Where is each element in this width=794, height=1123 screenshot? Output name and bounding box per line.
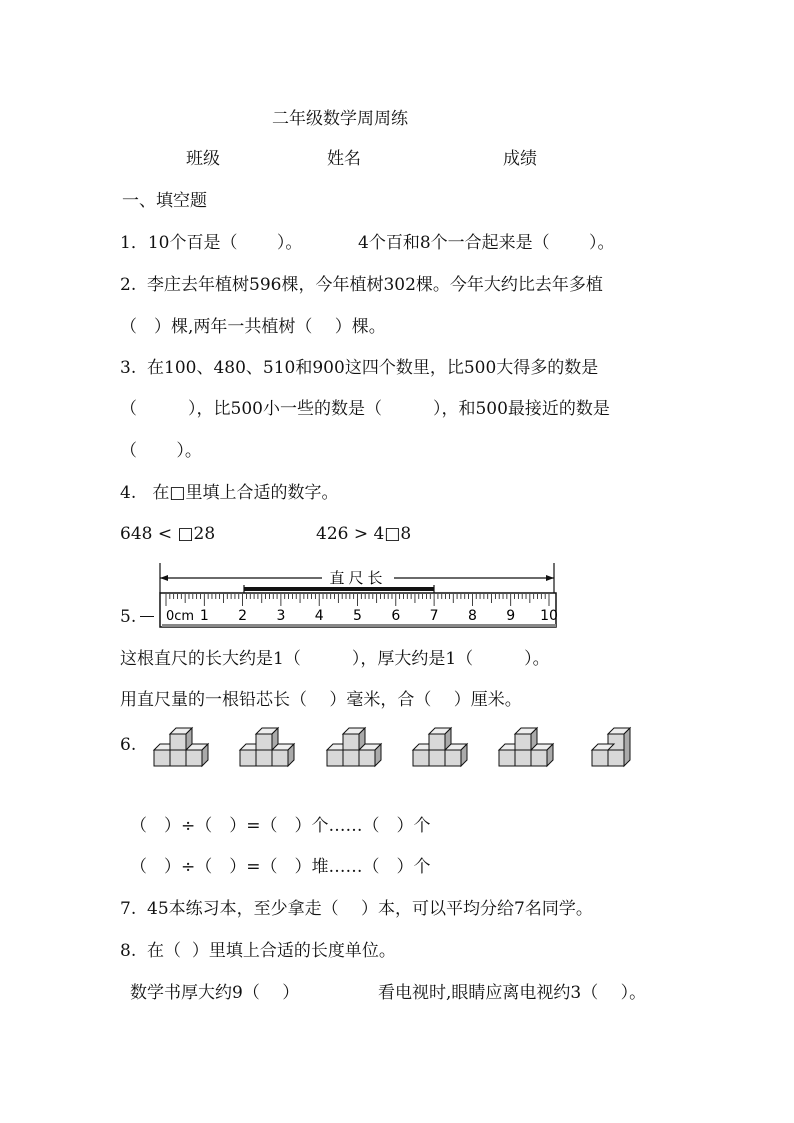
question-3-line3: （ ）。 <box>120 441 202 461</box>
question-5-number: 5. <box>120 607 137 627</box>
question-5-line1: 这根直尺的长大约是1（ ），厚大约是1（ ）。 <box>120 649 550 669</box>
ruler-number: 8 <box>467 608 477 624</box>
question-2-line2: （ ）棵,两年一共植树（ ）棵。 <box>120 317 386 337</box>
cube-stack-6 <box>590 724 640 774</box>
question-4: 4. 在□里填上合适的数字。 <box>120 483 339 503</box>
question-8b: 看电视时,眼睛应离电视约3（ ）。 <box>378 983 647 1003</box>
section-heading: 一、填空题 <box>122 191 207 211</box>
question-7: 7. 45本练习本，至少拿走（ ）本，可以平均分给7名同学。 <box>120 899 593 919</box>
question-5-line2: 用直尺量的一根铅芯长（ ）毫米，合（ ）厘米。 <box>120 690 522 710</box>
question-4-expr-b: 426 > 4□8 <box>316 524 412 544</box>
ruler-number: 1 <box>199 608 209 624</box>
ruler-number: 3 <box>276 608 286 624</box>
ruler-unit-label: 0cm <box>166 609 195 624</box>
ruler-figure <box>122 563 562 633</box>
ruler-number: 7 <box>429 608 439 624</box>
question-6-line1: （ ）÷（ ）=（ ）个……（ ）个 <box>130 816 431 836</box>
ruler-number: 4 <box>314 608 324 624</box>
cube-stack-3 <box>325 724 395 774</box>
cube-stack-1 <box>152 724 222 774</box>
ruler-number: 10 <box>540 608 558 624</box>
question-8a: 数学书厚大约9（ ） <box>130 983 300 1003</box>
question-1b: 4个百和8个一合起来是（ ）。 <box>358 233 615 253</box>
question-1a: 1．10个百是（ ）。 <box>120 233 303 253</box>
cube-stack-5 <box>497 724 567 774</box>
ruler-length-label: 直尺长 <box>329 569 387 587</box>
question-3-line1: 3. 在100、480、510和900这四个数里，比500大得多的数是 <box>120 358 599 378</box>
cube-stack-4 <box>411 724 481 774</box>
question-8: 8. 在（ ）里填上合适的长度单位。 <box>120 941 396 961</box>
ruler-number: 2 <box>238 608 248 624</box>
question-3-line2: （ ），比500小一些的数是（ ），和500最接近的数是 <box>120 399 610 419</box>
question-2-line1: 2. 李庄去年植树596棵，今年植树302棵。今年大约比去年多植 <box>120 275 603 295</box>
question-4-expr-a: 648 < □28 <box>120 524 216 544</box>
class-label: 班级 <box>186 149 220 169</box>
question-6-number: 6. <box>120 735 137 755</box>
cube-stack-2 <box>238 724 308 774</box>
name-label: 姓名 <box>327 149 361 169</box>
ruler-number: 6 <box>391 608 401 624</box>
page-title: 二年级数学周周练 <box>272 109 408 129</box>
ruler-number: 9 <box>506 608 516 624</box>
ruler-number: 5 <box>353 608 362 624</box>
question-6-line2: （ ）÷（ ）=（ ）堆……（ ）个 <box>130 857 431 877</box>
score-label: 成绩 <box>503 149 537 169</box>
